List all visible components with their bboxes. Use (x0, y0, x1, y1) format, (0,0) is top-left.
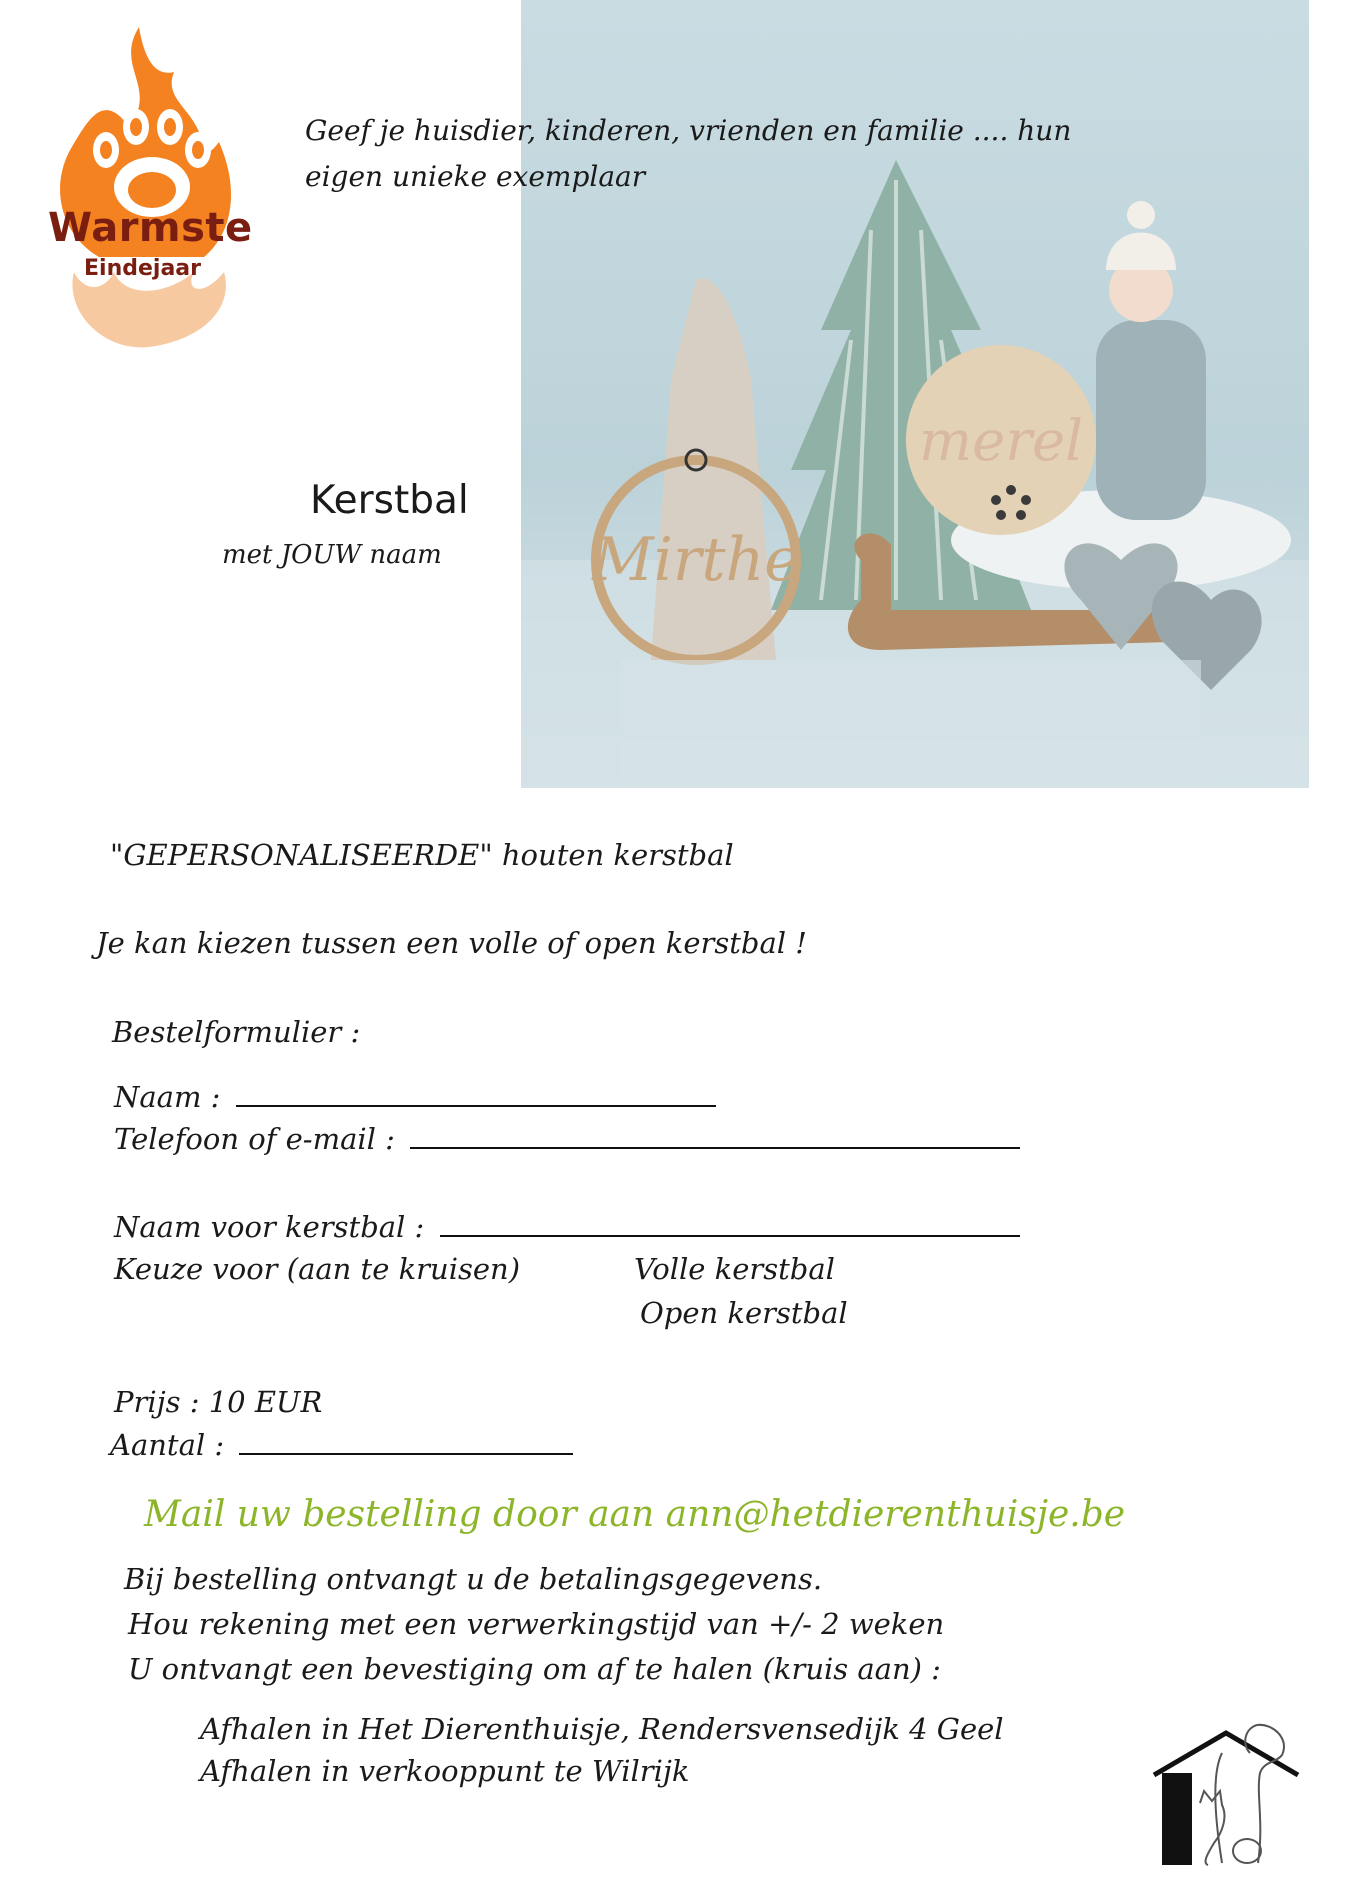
contact-input-line[interactable] (410, 1125, 1020, 1149)
ornament-name-left: Mirthe (592, 525, 800, 595)
ball-name-field[interactable] (114, 1210, 1020, 1244)
name-input-line[interactable] (236, 1083, 716, 1107)
contact-field[interactable] (114, 1122, 1020, 1156)
info-line-3: U ontvangt een bevestiging om af te halen (kruis aan) : (128, 1652, 941, 1686)
quantity-input-line[interactable] (239, 1431, 573, 1455)
tagline-line-2: eigen unieke exemplaar (305, 160, 646, 193)
page-subtitle: met JOUW naam (222, 540, 442, 570)
info-line-1: Bij bestelling ontvangt u de betalingsgegevens. (124, 1562, 823, 1596)
pickup-option-geel[interactable]: Afhalen in Het Dierenthuisje, Rendersvensedijk 4 Geel (200, 1712, 1004, 1746)
intro-line-1: "GEPERSONALISEERDE" houten kerstbal (110, 838, 734, 872)
mail-instruction: Mail uw bestelling door aan ann@hetdierenthuisje.be (144, 1494, 1126, 1535)
contact-label: Telefoon of e-mail : (114, 1122, 395, 1156)
option-full[interactable]: Volle kerstbal (634, 1252, 835, 1286)
option-open[interactable]: Open kerstbal (640, 1296, 848, 1330)
ornament-name-right: merel (918, 409, 1084, 474)
pickup-option-wilrijk[interactable]: Afhalen in verkooppunt te Wilrijk (200, 1754, 690, 1788)
logo-title: Warmste (48, 205, 253, 251)
info-line-2: Hou rekening met een verwerkingstijd van +/- 2 weken (128, 1607, 945, 1641)
quantity-field[interactable] (110, 1428, 573, 1462)
warmste-eindejaar-logo (44, 22, 254, 357)
tagline-line-1: Geef je huisdier, kinderen, vrienden en familie .... hun (305, 114, 1072, 147)
quantity-label: Aantal : (110, 1428, 225, 1462)
ball-name-input-line[interactable] (440, 1213, 1020, 1237)
page-title: Kerstbal (310, 478, 469, 523)
name-field[interactable] (114, 1080, 716, 1114)
intro-line-2: Je kan kiezen tussen een volle of open kerstbal ! (96, 926, 807, 960)
price-text: Prijs : 10 EUR (114, 1385, 323, 1419)
name-label: Naam : (114, 1080, 221, 1114)
logo-subtitle: Eindejaar (84, 256, 201, 281)
choice-label: Keuze voor (aan te kruisen) (114, 1252, 521, 1286)
ball-name-label: Naam voor kerstbal : (114, 1210, 425, 1244)
tagline (305, 108, 1185, 200)
form-heading: Bestelformulier : (112, 1015, 361, 1049)
dierenthuisje-logo (1152, 1713, 1300, 1868)
